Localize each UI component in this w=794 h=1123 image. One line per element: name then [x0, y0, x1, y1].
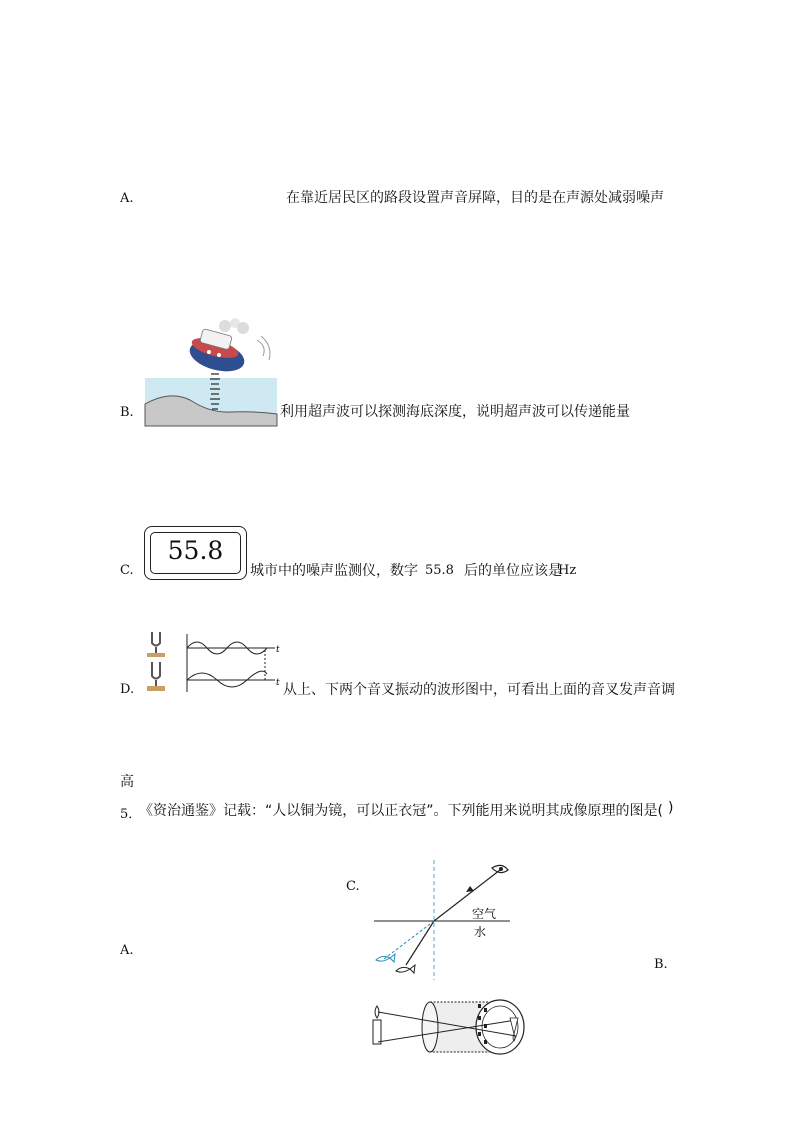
option-b-text: 利用超声波可以探测海底深度，说明超声波可以传递能量	[280, 404, 630, 420]
noise-monitor-display	[144, 526, 247, 580]
option-c-text-before: 城市中的噪声监测仪，数字	[250, 563, 418, 579]
air-label: 空气	[472, 907, 497, 921]
option-c-number: 55.8	[425, 563, 454, 578]
waveform-axis-t-bottom: t	[276, 678, 280, 688]
pinhole-camera-diagram	[368, 996, 530, 1058]
option-d-continuation: 高	[120, 774, 134, 790]
option-b-label: B.	[120, 405, 134, 420]
eye-icon	[492, 865, 508, 872]
ultrasound-ship-figure	[145, 318, 277, 426]
ship-icon	[186, 318, 270, 377]
question-5-option-a-label: A.	[120, 943, 134, 958]
tuning-fork-waveforms-figure	[145, 630, 283, 696]
option-a-text: 在靠近居民区的路段设置声音屏障，目的是在声源处减弱噪声	[286, 190, 664, 206]
tuning-fork-icon	[152, 632, 160, 686]
question-5-bracket-close: )	[668, 800, 674, 816]
option-c-label: C.	[120, 563, 134, 578]
fish-icon	[396, 965, 415, 973]
refraction-diagram	[370, 860, 520, 980]
candle-icon	[373, 1006, 381, 1044]
question-5-option-c-label: C.	[346, 879, 360, 894]
option-c-unit: Hz	[558, 563, 577, 578]
water-label: 水	[474, 925, 487, 939]
option-d-label: D.	[120, 682, 135, 697]
waveform-axis-t-top: t	[276, 645, 280, 655]
option-d-text: 从上、下两个音叉振动的波形图中，可看出上面的音叉发声音调	[283, 682, 675, 698]
option-a-label: A.	[120, 191, 134, 206]
question-5-stem: 《资治通鉴》记载：“人以铜为镜，可以正衣冠”。下列能用来说明其成像原理的图是(	[139, 803, 663, 819]
option-c-text-after: 后的单位应该是	[464, 563, 562, 579]
question-5-option-b-label: B.	[654, 957, 668, 972]
noise-monitor-value: 55.8	[167, 536, 224, 565]
question-5-number: 5．	[120, 807, 142, 822]
